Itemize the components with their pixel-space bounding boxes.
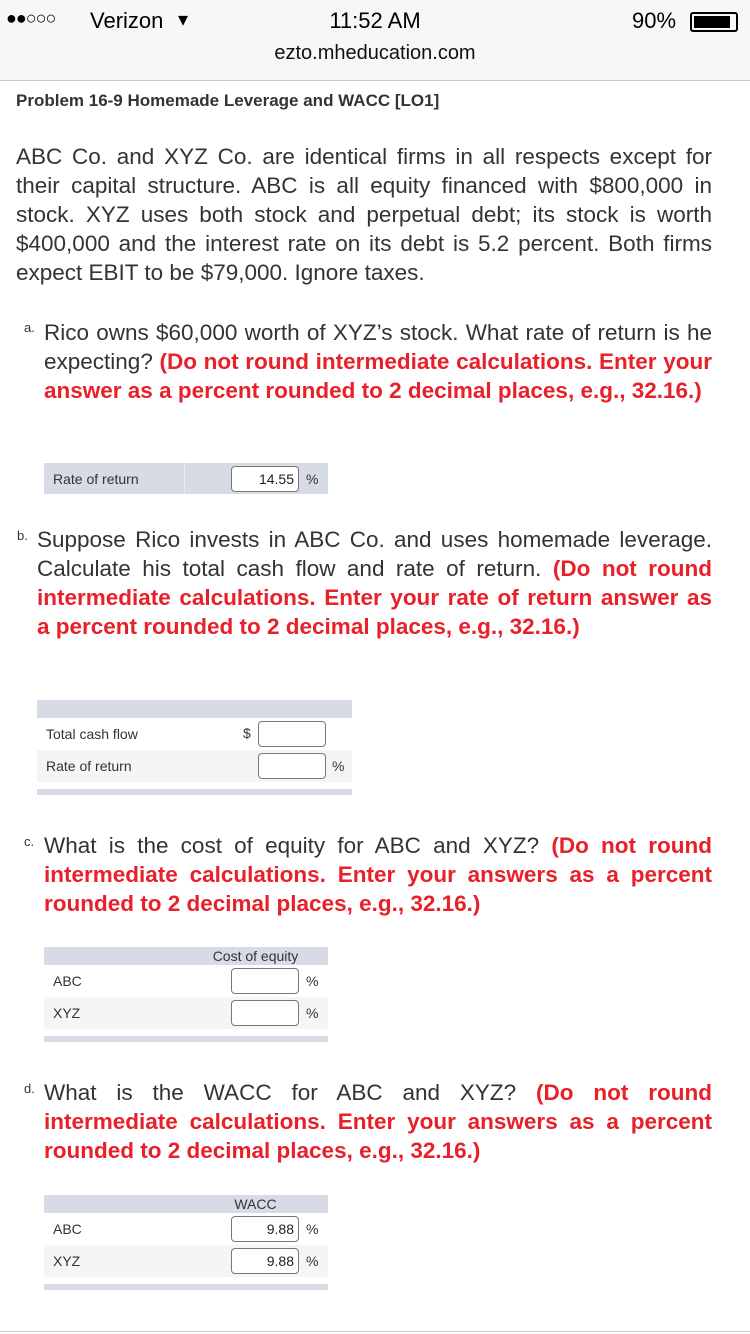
part-d-table [44, 1195, 328, 1290]
row-label: XYZ [53, 1005, 81, 1021]
table-row [44, 1213, 328, 1245]
part-c-label: c. [24, 834, 35, 849]
part-b-question [37, 525, 712, 641]
part-c-table [44, 947, 328, 1042]
status-bar [0, 0, 750, 40]
problem-title: Problem 16-9 Homemade Leverage and WACC [LO1] [16, 91, 440, 110]
part-a-question [44, 318, 712, 405]
unit: % [306, 1221, 319, 1237]
table-row [44, 965, 328, 997]
column-header: Cost of equity [212, 948, 299, 964]
column-header: WACC [234, 1196, 277, 1212]
part-b-label: b. [17, 528, 28, 543]
signal-icon: ●●○○○ [6, 8, 56, 28]
unit: % [306, 471, 319, 487]
unit: % [306, 1253, 319, 1269]
question-text: Suppose Rico invests in ABC Co. and uses homemade leverage. Calculate his total cash flow and rate of return. [37, 527, 712, 581]
table-row [44, 1245, 328, 1277]
unit: % [306, 973, 319, 989]
part-d-question [44, 1078, 712, 1165]
instruction-text: (Do not round intermediate calculations. Enter your answer as a percent rounded to 2 decimal places, e.g., 32.16.) [44, 349, 712, 403]
table-row [37, 750, 352, 782]
url-text[interactable]: ezto.mheducation.com [274, 42, 476, 64]
question-text: Rico owns $60,000 worth of XYZ’s stock. What rate of return is he expecting? [44, 320, 712, 374]
total-cash-flow-input[interactable] [258, 721, 326, 747]
row-label: ABC [53, 973, 82, 989]
row-label: Rate of return [46, 758, 132, 774]
instruction-text: (Do not round intermediate calculations. Enter your answers as a percent rounded to 2 decimal places, e.g., 32.16.) [44, 1080, 712, 1163]
unit: % [332, 758, 345, 774]
clock: 11:52 AM [329, 8, 421, 33]
question-text: What is the WACC for ABC and XYZ? [44, 1080, 517, 1105]
abc-cost-of-equity-input[interactable] [231, 968, 299, 994]
part-c-question [44, 831, 712, 918]
wifi-icon: ▾ [178, 9, 189, 31]
instruction-text: (Do not round intermediate calculations. Enter your answers as a percent rounded to 2 decimal places, e.g., 32.16.) [44, 833, 712, 916]
part-d-label: d. [24, 1081, 35, 1096]
row-label: Total cash flow [46, 726, 138, 742]
part-a-table [44, 463, 328, 494]
xyz-wacc-input[interactable]: 9.88 [231, 1248, 299, 1274]
divider [0, 1331, 750, 1332]
table-row [37, 718, 352, 750]
battery-percent: 90% [632, 8, 677, 33]
unit: % [306, 1005, 319, 1021]
row-label: Rate of return [53, 471, 139, 487]
battery-icon [690, 12, 738, 32]
abc-wacc-input[interactable]: 9.88 [231, 1216, 299, 1242]
part-a-label: a. [24, 320, 35, 335]
xyz-cost-of-equity-input[interactable] [231, 1000, 299, 1026]
part-b-table [37, 700, 352, 795]
row-label: ABC [53, 1221, 82, 1237]
rate-of-return-input[interactable] [258, 753, 326, 779]
rate-of-return-input[interactable]: 14.55 [231, 466, 299, 492]
instruction-text: (Do not round intermediate calculations. Enter your rate of return answer as a percent rounded to 2 decimal places, e.g., 32.16.) [37, 556, 712, 639]
carrier: Verizon [90, 8, 164, 33]
table-row [44, 997, 328, 1029]
question-text: What is the cost of equity for ABC and XYZ? [44, 833, 540, 858]
currency-prefix: $ [243, 725, 251, 741]
row-label: XYZ [53, 1253, 81, 1269]
problem-intro: ABC Co. and XYZ Co. are identical firms in all respects except for their capital structure. ABC is all equity financed with $800,000 in stock. XYZ uses both stock and perpetual debt; its stock is worth $400,000 and the interest rate on its debt is 5.2 percent. Both firms expect EBIT to be $79,000. Ignore taxes. [16, 144, 712, 285]
